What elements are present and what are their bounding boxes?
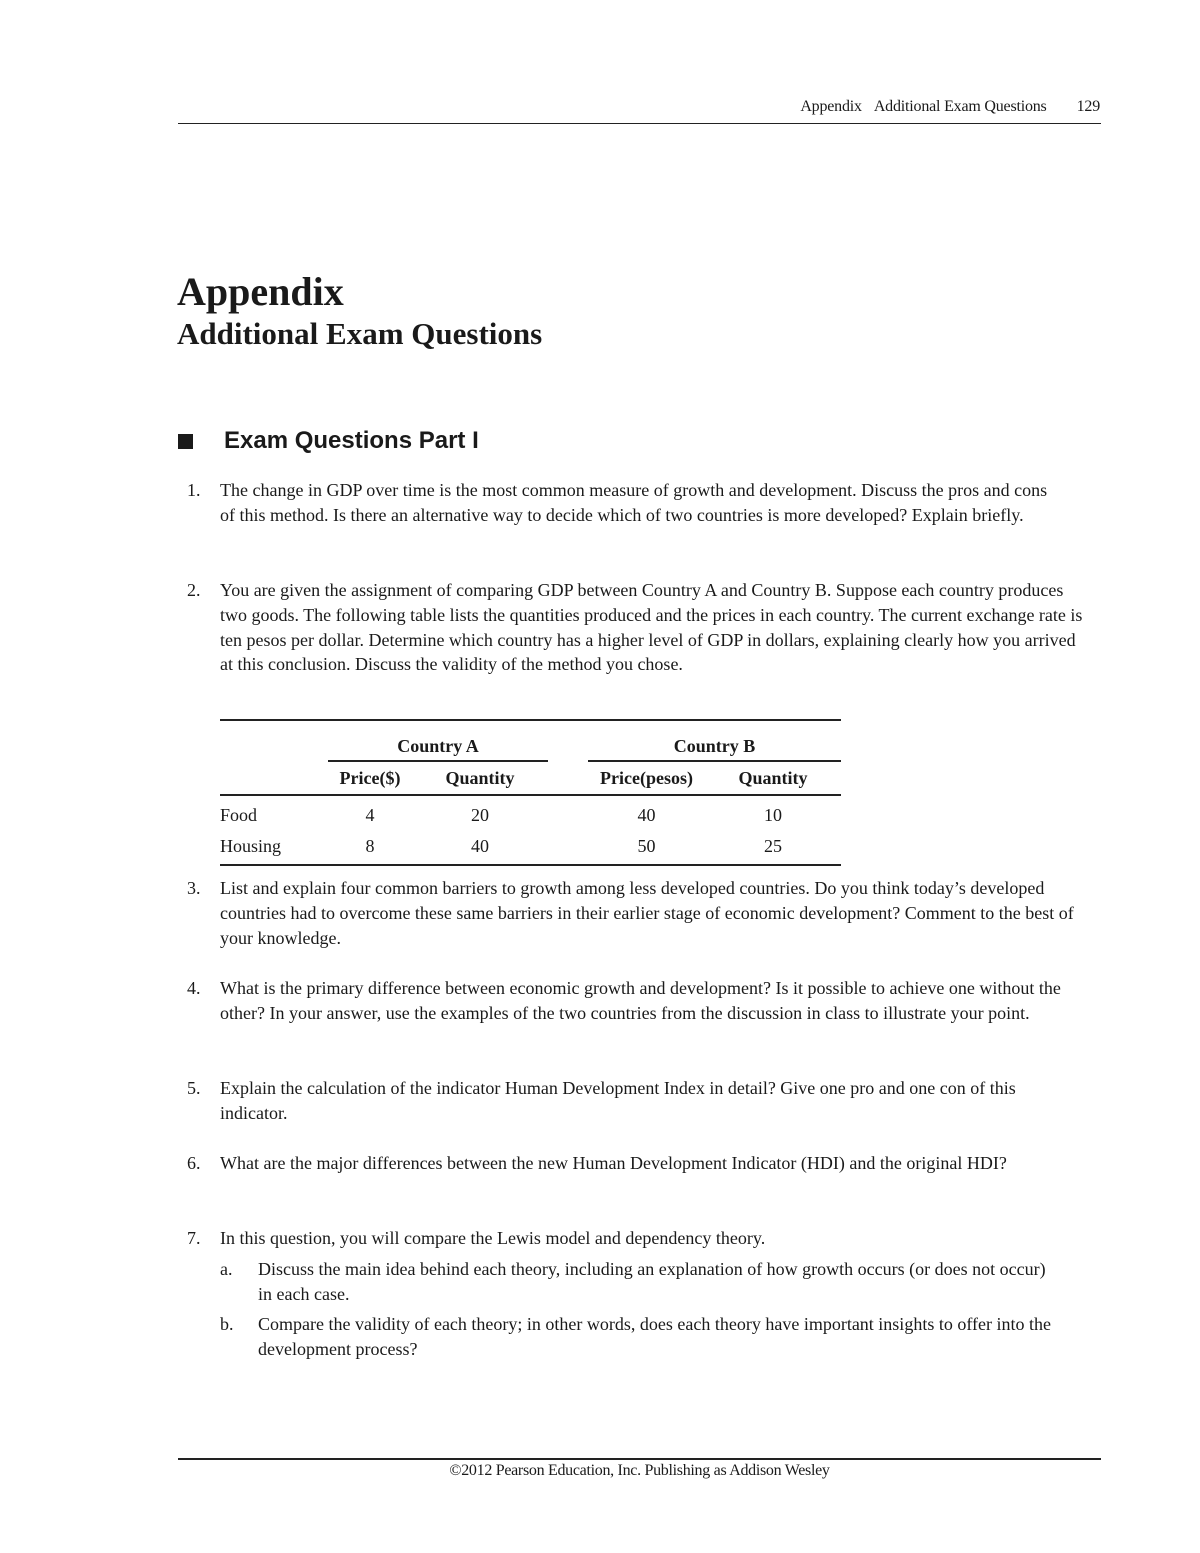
- header-subsection: Additional Exam Questions: [873, 98, 1047, 115]
- gdp-comparison-table: [220, 719, 841, 866]
- table-cell: 25: [764, 836, 782, 856]
- table-cell: 40: [637, 805, 656, 825]
- table-column-header-row: [220, 761, 841, 795]
- page-title: Appendix: [177, 269, 344, 314]
- question-text: Explain the calculation of the indicator Human Development Index in detail? Give one pro and one con of this indicator.: [220, 1078, 1016, 1123]
- question-1: [178, 478, 1100, 528]
- question-number: 3.: [187, 878, 201, 898]
- subpart-letter: a.: [220, 1258, 233, 1279]
- question-text: What are the major differences between the new Human Development Indicator (HDI) and the original HDI?: [220, 1153, 1007, 1173]
- footer-rule: [178, 1458, 1101, 1460]
- subpart-text: Discuss the main idea behind each theory, including an explanation of how growth occurs (or does not occur) in each case.: [258, 1258, 1046, 1304]
- row-label: Housing: [220, 836, 282, 856]
- table-cell: 20: [471, 805, 489, 825]
- table-row: [220, 831, 841, 865]
- question-subpart: [178, 1257, 1100, 1307]
- column-header: Quantity: [705, 761, 841, 795]
- question-number: 7.: [187, 1228, 201, 1248]
- question-number: 4.: [187, 978, 201, 998]
- running-header: [178, 98, 1100, 116]
- question-7: [178, 1226, 1100, 1362]
- question-3: [178, 876, 1100, 950]
- header-rule: [178, 123, 1101, 124]
- question-number: 1.: [187, 480, 201, 500]
- group-header-country-b: Country B: [588, 720, 841, 761]
- table-cell: 50: [637, 836, 656, 856]
- table-cell: 10: [764, 805, 782, 825]
- row-label: Food: [220, 805, 258, 825]
- question-number: 5.: [187, 1078, 201, 1098]
- question-text: What is the primary difference between economic growth and development? Is it possible to achieve one without the other? In your answer, use the examples of the two countries from the discussion in class to illustrate your point.: [220, 978, 1061, 1023]
- question-2: [178, 578, 1100, 677]
- section-heading-text: Exam Questions Part I: [224, 427, 479, 454]
- column-header: Price(pesos): [588, 761, 705, 795]
- question-6: [178, 1151, 1100, 1176]
- square-bullet-icon: [178, 434, 193, 449]
- table-row: [220, 795, 841, 831]
- question-4: [178, 976, 1100, 1026]
- column-header: Price($): [328, 761, 412, 795]
- question-number: 2.: [187, 580, 201, 600]
- table-cell: 4: [365, 805, 375, 825]
- question-number: 6.: [187, 1153, 201, 1173]
- group-header-country-a: Country A: [328, 720, 548, 761]
- header-section: Appendix: [800, 98, 862, 115]
- question-subpart: [178, 1312, 1100, 1362]
- subpart-letter: b.: [220, 1314, 234, 1335]
- table-cell: 40: [471, 836, 489, 856]
- subpart-text: Compare the validity of each theory; in other words, does each theory have important insights to offer into the development process?: [258, 1314, 1051, 1360]
- question-text: You are given the assignment of comparing GDP between Country A and Country B. Suppose each country produces two goods. The following table lists the quantities produced and the prices in each country. The current exchange rate is ten pesos per dollar. Determine which country has a higher level of GDP in dollars, explaining clearly how you arrived at this conclusion. Discuss the validity of the method you chose.: [220, 580, 1083, 675]
- table-group-header-row: [220, 720, 841, 761]
- question-5: [178, 1076, 1100, 1126]
- page-number: 129: [1076, 98, 1100, 115]
- question-text: List and explain four common barriers to growth among less developed countries. Do you think today’s developed countries had to overcome these same barriers in their earlier stage of economic development? Comment to the best of your knowledge.: [220, 878, 1074, 948]
- table-cell: 8: [365, 836, 375, 856]
- section-heading: [178, 427, 479, 455]
- question-text: The change in GDP over time is the most common measure of growth and development. Discuss the pros and cons of this method. Is there an alternative way to decide which of two countries is more developed? Explain briefly.: [220, 480, 1048, 525]
- copyright-footer: ©2012 Pearson Education, Inc. Publishing as Addison Wesley: [449, 1462, 830, 1479]
- page-subtitle: Additional Exam Questions: [177, 316, 543, 351]
- question-text: In this question, you will compare the Lewis model and dependency theory.: [220, 1228, 766, 1248]
- column-header: Quantity: [412, 761, 548, 795]
